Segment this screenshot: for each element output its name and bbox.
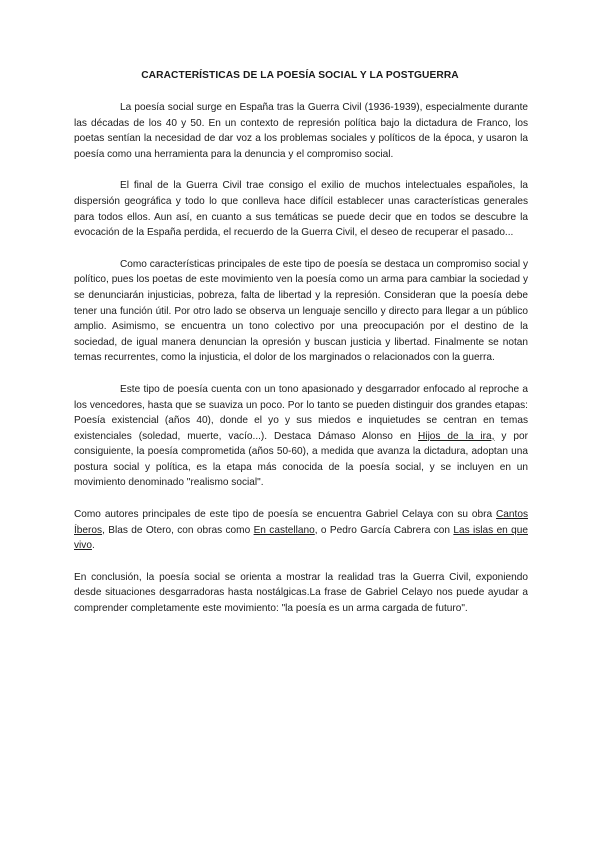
book-title-cantos-iberos: Cantos Íberos: [74, 509, 528, 536]
book-title-hijos-de-la-ira: Hijos de la ira,: [418, 430, 495, 442]
paragraph-5-text-d: .: [91, 540, 95, 552]
paragraph-4-text-a: Este tipo de poesía cuenta con un tono apasionado y desgarrador enfocado al reproche a los vencedores, hasta que se suaviza un poco. Por lo tanto se pueden distinguir dos grandes etapas: Poesía existencial (años 40), donde el yo y sus miedos e inquietudes se centran en temas existenciales (soledad, muerte, vacío...). Destaca Dámaso Alonso en: [74, 383, 528, 442]
document-body: [74, 100, 528, 633]
paragraph-4-text-b: y por consiguiente, la poesía comprometida (años 50-60), a medida que avanza la dictadura, adoptan una postura social y política, es la etapa más conocida de la poesía social, y se incluyen en un movimiento denominado "realismo social".: [74, 430, 528, 489]
paragraph-4: [74, 382, 528, 491]
book-title-las-islas-en-que-vivo: Las islas en que vivo: [74, 524, 529, 552]
book-title-en-castellano: En castellano: [253, 524, 315, 536]
paragraph-5-text-a: Como autores principales de este tipo de poesía se encuentra Gabriel Celaya con su obra: [74, 509, 497, 521]
paragraph-5-text-b: , Blas de Otero, con obras como: [102, 524, 254, 536]
paragraph-6: En conclusión, la poesía social se orienta a mostrar la realidad tras la Guerra Civil, exponiendo desde situaciones desgarradoras hasta nostálgicas.La frase de Gabriel Celayo nos puede ayudar a comprender completamente este movimiento: "la poesía es un arma cargada de futuro".: [74, 571, 528, 615]
paragraph-5-text-c: , o Pedro García Cabrera con: [314, 524, 454, 536]
paragraph-1: La poesía social surge en España tras la Guerra Civil (1936-1939), especialmente durante las décadas de los 40 y 50. En un contexto de represión política bajo la dictadura de Franco, los poetas sentían la necesidad de dar voz a los problemas sociales y políticos de la época, y usaron la poesía como una herramienta para la denuncia y el compromiso social.: [74, 102, 528, 160]
paragraph-2: El final de la Guerra Civil trae consigo el exilio de muchos intelectuales españoles, la dispersión geográfica y todo lo que conlleva hace difícil establecer unas características generales para todos ellos. Aun así, en cuanto a sus temáticas se puede decir que en todos se descubre la evocación de la España perdida, el recuerdo de la Guerra Civil, el deseo de recuperar el pasado...: [74, 180, 528, 239]
document-title: CARACTERÍSTICAS DE LA POESÍA SOCIAL Y LA POSTGUERRA: [141, 70, 459, 81]
paragraph-3: Como características principales de este tipo de poesía se destaca un compromiso social y político, pues los poetas de este movimiento ven la poesía como un arma para cambiar la sociedad y se denunciarán injusticias, pobreza, falta de libertad y la represión. Consideran que la poesía debe tener una función útil. Por otro lado se observa un lenguaje sencillo y directo para llegar a un público amplio. Asimismo, se encuentra un tono colectivo por una preocupación por el destino de la sociedad, de igual manera denuncian la opresión y buscan justicia y libertad. Finalmente se notan temas recurrentes, como la injusticia, el dolor de los marginados o relacionados con la guerra.: [74, 258, 528, 364]
paragraph-5: [74, 507, 528, 554]
